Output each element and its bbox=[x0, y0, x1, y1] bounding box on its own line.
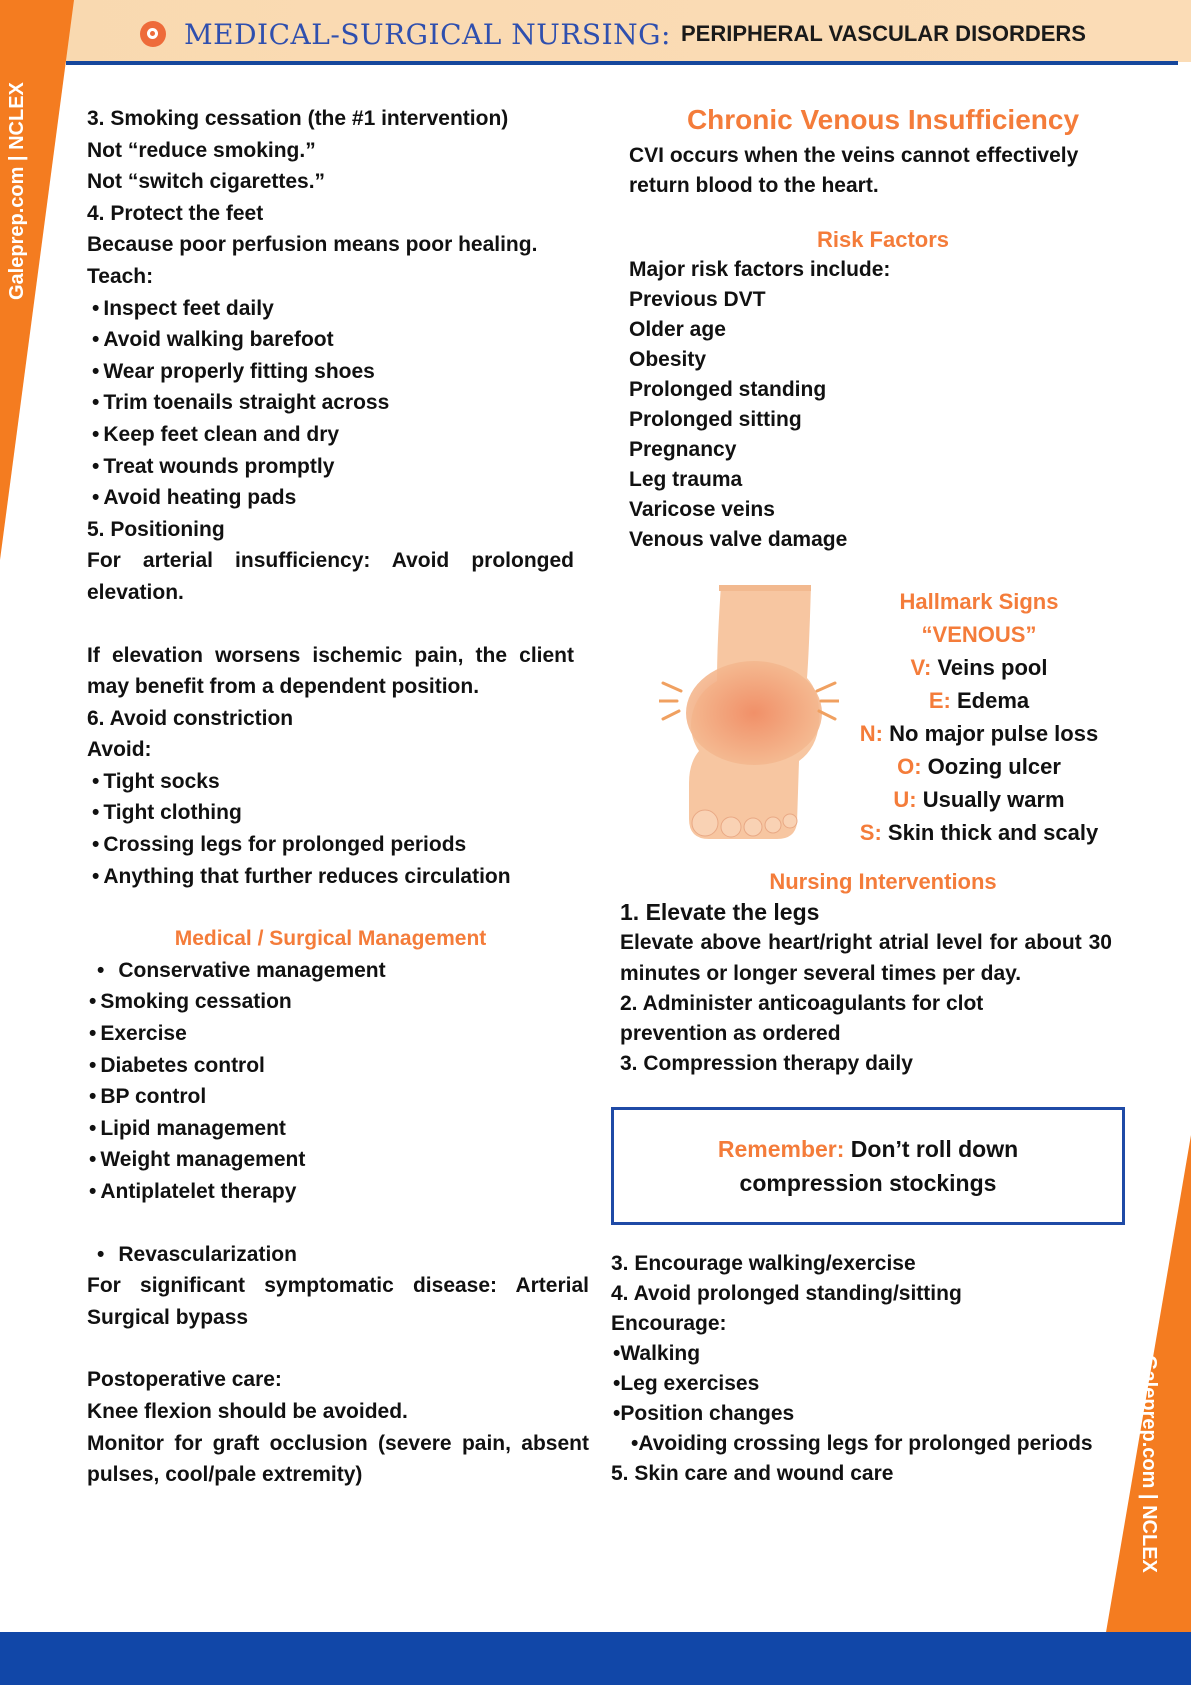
risk-list bbox=[629, 285, 1137, 555]
cvi-title: Chronic Venous Insufficiency bbox=[686, 104, 1080, 135]
list-item: Varicose veins bbox=[629, 498, 775, 521]
interventions-heading: Nursing Interventions bbox=[769, 869, 997, 894]
positioning-text: For arterial insufficiency: Avoid prolonged elevation. bbox=[87, 549, 574, 604]
list-item: • BP control bbox=[89, 1081, 574, 1113]
sign-item: O: Oozing ulcer bbox=[897, 754, 1061, 779]
teach-label: Teach: bbox=[87, 264, 154, 288]
sign-item: S: Skin thick and scaly bbox=[859, 820, 1099, 845]
signs-mnemonic: “VENOUS” bbox=[921, 622, 1037, 647]
signs-heading: Hallmark Signs bbox=[899, 589, 1059, 614]
compression-line: 3. Compression therapy daily bbox=[620, 1052, 913, 1075]
list-item: Older age bbox=[629, 318, 726, 341]
remember-callout bbox=[611, 1107, 1125, 1225]
intervention-line: 3. Encourage walking/exercise bbox=[611, 1252, 916, 1275]
right-column bbox=[611, 103, 1137, 1489]
management-heading: Medical / Surgical Management bbox=[174, 927, 487, 951]
postop-line: Monitor for graft occlusion (severe pain, absent pulses, cool/pale extremity) bbox=[87, 1431, 589, 1487]
swollen-foot-illustration bbox=[659, 583, 839, 841]
title-main: MEDICAL-SURGICAL NURSING: bbox=[184, 17, 671, 51]
postop-line: Knee flexion should be avoided. bbox=[87, 1399, 408, 1423]
list-item: • Wear properly fitting shoes bbox=[92, 356, 574, 388]
left-column bbox=[87, 103, 589, 1491]
elevate-text: Elevate above heart/right atrial level for about 30 minutes or longer several times per day. bbox=[620, 931, 1112, 985]
management-list bbox=[87, 986, 574, 1207]
smoking-line: Not “switch cigarettes.” bbox=[87, 170, 326, 194]
positioning-heading: 5. Positioning bbox=[87, 517, 225, 541]
interventions-block bbox=[620, 897, 1137, 1079]
list-item: • Antiplatelet therapy bbox=[89, 1176, 574, 1208]
feet-heading: 4. Protect the feet bbox=[87, 201, 264, 225]
feet-list bbox=[87, 293, 574, 514]
list-item: • Exercise bbox=[89, 1018, 574, 1050]
list-item: • Inspect feet daily bbox=[92, 293, 574, 325]
remember-text: Don’t roll down bbox=[850, 1136, 1019, 1162]
lower-interventions bbox=[611, 1249, 1137, 1489]
list-item: • Weight management bbox=[89, 1144, 574, 1176]
conservative-item: • Conservative management bbox=[97, 958, 386, 982]
feet-reason: Because poor perfusion means poor healing. bbox=[87, 233, 538, 257]
sign-item: N: No major pulse loss bbox=[859, 721, 1099, 746]
list-item: • Smoking cessation bbox=[89, 986, 574, 1018]
anticoag-line: prevention as ordered bbox=[620, 1022, 841, 1045]
list-item: • Crossing legs for prolonged periods bbox=[92, 829, 574, 861]
list-item: • Treat wounds promptly bbox=[92, 451, 574, 483]
hallmark-signs-list bbox=[824, 585, 1134, 849]
hallmark-signs-panel bbox=[629, 575, 1137, 845]
avoid-label: Avoid: bbox=[87, 738, 152, 762]
encourage-label: Encourage: bbox=[611, 1312, 727, 1335]
logo-icon bbox=[140, 21, 166, 47]
list-item: • Diabetes control bbox=[89, 1050, 574, 1082]
list-item: • Avoid walking barefoot bbox=[92, 324, 574, 356]
encourage-item: •Leg exercises bbox=[613, 1372, 760, 1395]
anticoag-line: 2. Administer anticoagulants for clot bbox=[620, 992, 984, 1015]
title-sub: PERIPHERAL VASCULAR DISORDERS bbox=[680, 21, 1086, 46]
elevate-heading: 1. Elevate the legs bbox=[620, 899, 820, 925]
list-item: • Tight socks bbox=[92, 766, 574, 798]
intervention-line: 5. Skin care and wound care bbox=[611, 1462, 894, 1485]
list-item: Leg trauma bbox=[629, 468, 743, 491]
revascularization-item: • Revascularization bbox=[97, 1242, 297, 1266]
revascularization-text: For significant symptomatic disease: Arterial Surgical bypass bbox=[87, 1274, 589, 1329]
cvi-definition: CVI occurs when the veins cannot effectively return blood to the heart. bbox=[629, 144, 1079, 197]
avoid-crossing-text: •Avoiding crossing legs for prolonged periods bbox=[631, 1432, 1093, 1455]
constriction-heading: 6. Avoid constriction bbox=[87, 706, 294, 730]
right-side-label: Galeprep.com | NCLEX bbox=[1138, 1355, 1160, 1573]
list-item: • Trim toenails straight across bbox=[92, 387, 574, 419]
sign-item: V: Veins pool bbox=[910, 655, 1048, 680]
positioning-text: If elevation worsens ischemic pain, the client may benefit from a dependent position. bbox=[87, 643, 574, 699]
footer-band bbox=[0, 1632, 1191, 1685]
smoking-heading: 3. Smoking cessation (the #1 intervention) bbox=[87, 107, 509, 130]
sign-item: U: Usually warm bbox=[893, 787, 1065, 812]
list-item: Prolonged standing bbox=[629, 378, 827, 401]
intervention-line: 4. Avoid prolonged standing/sitting bbox=[611, 1282, 962, 1305]
list-item: • Anything that further reduces circulation bbox=[92, 861, 574, 893]
constriction-list bbox=[87, 766, 574, 892]
list-item: Previous DVT bbox=[629, 288, 766, 311]
risk-heading: Risk Factors bbox=[816, 227, 950, 252]
page-title bbox=[140, 14, 1086, 54]
remember-label: Remember: bbox=[717, 1136, 845, 1162]
encourage-item: •Position changes bbox=[613, 1402, 795, 1425]
list-item: • Avoid heating pads bbox=[92, 482, 574, 514]
list-item: • Keep feet clean and dry bbox=[92, 419, 574, 451]
list-item: • Lipid management bbox=[89, 1113, 574, 1145]
encourage-item: •Walking bbox=[613, 1342, 701, 1365]
remember-text: compression stockings bbox=[739, 1170, 997, 1196]
list-item: Pregnancy bbox=[629, 438, 737, 461]
list-item: • Tight clothing bbox=[92, 797, 574, 829]
list-item: Venous valve damage bbox=[629, 528, 848, 551]
postop-heading: Postoperative care: bbox=[87, 1368, 282, 1392]
list-item: Prolonged sitting bbox=[629, 408, 802, 431]
smoking-line: Not “reduce smoking.” bbox=[87, 138, 316, 162]
list-item: Obesity bbox=[629, 348, 707, 371]
risk-intro: Major risk factors include: bbox=[629, 258, 891, 281]
sign-item: E: Edema bbox=[928, 688, 1030, 713]
header-divider bbox=[66, 61, 1178, 65]
